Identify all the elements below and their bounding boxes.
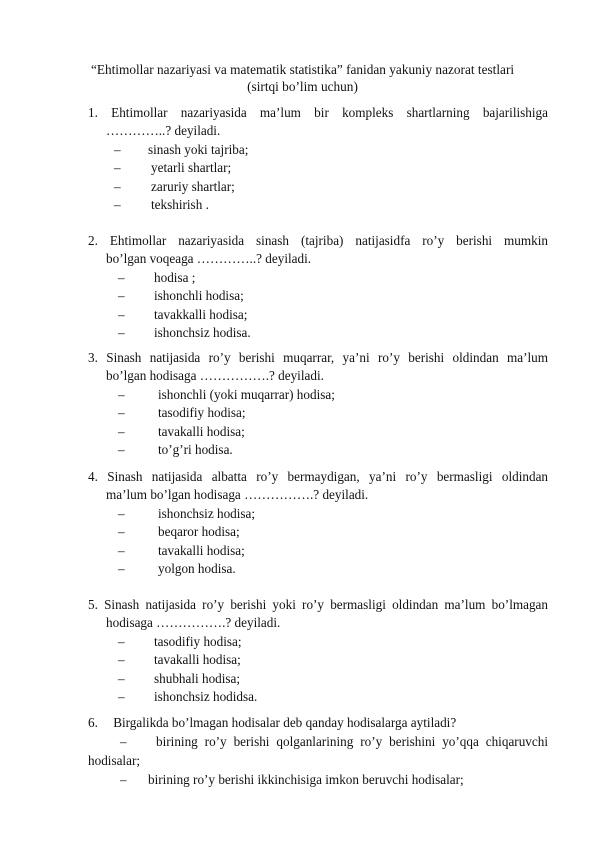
option-text: tekshirish . xyxy=(151,196,209,212)
dash-marker: – xyxy=(118,688,125,704)
question-2-text: Ehtimollar nazariyasida sinash (tajriba) natijasidfa ro’y berishi mumkin xyxy=(109,233,548,248)
question-3-option-4 xyxy=(88,441,548,459)
question-1-line-2: …………..? deyiladi. xyxy=(106,123,221,139)
question-3-line-1 xyxy=(88,349,548,367)
dash-marker: – xyxy=(118,633,125,649)
question-5-line-1 xyxy=(88,596,548,614)
question-5-option-1 xyxy=(88,633,548,651)
question-1-option-4 xyxy=(88,196,548,214)
dash-marker: – xyxy=(114,141,121,157)
question-3-option-2 xyxy=(88,404,548,422)
option-text: ishonchsiz hodisa. xyxy=(154,324,251,340)
option-text: ishonchli (yoki muqarrar) hodisa; xyxy=(158,386,335,402)
question-2-number: 2. xyxy=(88,233,98,248)
question-4-option-3 xyxy=(88,542,548,560)
question-1-text: Ehtimollar nazariyasida ma’lum bir kompleks shartlarning bajarilishiga xyxy=(111,105,549,120)
option-text: shubhali hodisa; xyxy=(154,670,241,686)
option-text: ishonchli hodisa; xyxy=(154,288,244,304)
option-text: tavakalli hodisa; xyxy=(158,542,245,558)
option-text: ishonchsiz hodidsa. xyxy=(154,688,258,704)
question-2-option-3 xyxy=(88,306,548,324)
dash-marker: – xyxy=(120,734,127,749)
option-text: sinash yoki tajriba; xyxy=(148,141,249,157)
option-text: to’g’ri hodisa. xyxy=(158,441,233,457)
dash-marker: – xyxy=(114,160,121,176)
question-1-option-3 xyxy=(88,178,548,196)
question-1 xyxy=(88,104,548,214)
option-text: yetarli shartlar; xyxy=(151,160,232,176)
question-4-line-2: ma’lum bo’lgan hodisaga …………….? deyiladi. xyxy=(106,487,369,503)
question-1-option-2 xyxy=(88,159,548,177)
dash-marker: – xyxy=(118,524,125,540)
dash-marker: – xyxy=(118,441,125,457)
option-text: tasodifiy hodisa; xyxy=(158,405,246,421)
question-4-option-2 xyxy=(88,523,548,541)
question-5-number: 5. xyxy=(88,597,98,612)
question-2-line-1 xyxy=(88,232,548,250)
dash-marker: – xyxy=(118,405,125,421)
option-text: birining ro’y berishi ikkinchisiga imkon beruvchi hodisalar; xyxy=(148,772,464,787)
question-3-option-3 xyxy=(88,423,548,441)
question-4-option-1 xyxy=(88,505,548,523)
question-5-text: Sinash natijasida ro’y berishi yoki ro’y bermasligi oldindan ma’lum bo’lmagan xyxy=(104,597,549,612)
document-title xyxy=(80,61,525,95)
question-6-number: 6. xyxy=(88,715,98,730)
dash-marker: – xyxy=(118,306,125,322)
question-5-option-2 xyxy=(88,651,548,669)
question-4-line-1 xyxy=(88,468,548,486)
question-6-text: Birgalikda bo’lmagan hodisalar deb qanday hodisalarga aytiladi? xyxy=(113,715,457,730)
option-text: tasodifiy hodisa; xyxy=(154,633,242,649)
question-5-option-4 xyxy=(88,688,548,706)
option-text: ishonchsiz hodisa; xyxy=(158,505,256,521)
option-text: tavakalli hodisa; xyxy=(158,423,245,439)
option-text: hodisa ; xyxy=(154,269,196,285)
option-text: birining ro’y berishi qolganlarining ro’y berishini yo’qqa chiqaruvchi xyxy=(156,734,548,749)
question-4-number: 4. xyxy=(88,469,98,484)
question-2-option-2 xyxy=(88,287,548,305)
dash-marker: – xyxy=(118,652,125,668)
dash-marker: – xyxy=(114,196,121,212)
question-4 xyxy=(88,468,548,578)
question-3-line-2: bo’lgan hodisaga …………….? deyiladi. xyxy=(106,368,324,384)
dash-marker: – xyxy=(118,269,125,285)
question-5-option-3 xyxy=(88,670,548,688)
question-4-text: Sinash natijasida albatta ro’y bermaydigan, ya’ni ro’y bermasligi oldindan xyxy=(107,469,549,484)
question-3-option-1 xyxy=(88,386,548,404)
question-1-number: 1. xyxy=(88,105,98,120)
dash-marker: – xyxy=(118,423,125,439)
option-text: tavakkalli hodisa; xyxy=(154,306,248,322)
dash-marker: – xyxy=(118,288,125,304)
title-line-2: (sirtqi bo’lim uchun) xyxy=(247,79,358,94)
question-6-line-1 xyxy=(88,714,548,732)
dash-marker: – xyxy=(118,505,125,521)
question-1-line-1 xyxy=(88,104,548,122)
question-2-option-4 xyxy=(88,324,548,342)
question-6-option-1-continuation: hodisalar; xyxy=(88,753,141,768)
question-4-option-4 xyxy=(88,560,548,578)
option-text: zaruriy shartlar; xyxy=(151,178,235,194)
question-2 xyxy=(88,232,548,342)
dash-marker: – xyxy=(118,386,125,402)
dash-marker: – xyxy=(120,772,127,787)
question-1-option-1 xyxy=(88,141,548,159)
question-3-number: 3. xyxy=(88,350,98,365)
question-6 xyxy=(88,714,548,732)
question-2-line-2: bo’lgan voqeaga …………..? deyiladi. xyxy=(106,251,312,267)
dash-marker: – xyxy=(118,670,125,686)
dash-marker: – xyxy=(118,542,125,558)
question-3-text: Sinash natijasida ro’y berishi muqarrar, ya’ni ro’y berishi oldindan ma’lum xyxy=(106,350,549,365)
title-line-1: “Ehtimollar nazariyasi va matematik statistika” fanidan yakuniy nazorat testlari xyxy=(90,62,515,77)
option-text: tavakalli hodisa; xyxy=(154,652,241,668)
question-5-line-2: hodisaga …………….? deyiladi. xyxy=(106,615,281,631)
dash-marker: – xyxy=(114,178,121,194)
dash-marker: – xyxy=(118,560,125,576)
question-5 xyxy=(88,596,548,706)
dash-marker: – xyxy=(118,324,125,340)
question-6-option-1 xyxy=(120,733,548,751)
option-text: yolgon hodisa. xyxy=(158,560,236,576)
option-text: beqaror hodisa; xyxy=(158,524,240,540)
question-2-option-1 xyxy=(88,269,548,287)
question-3 xyxy=(88,349,548,459)
